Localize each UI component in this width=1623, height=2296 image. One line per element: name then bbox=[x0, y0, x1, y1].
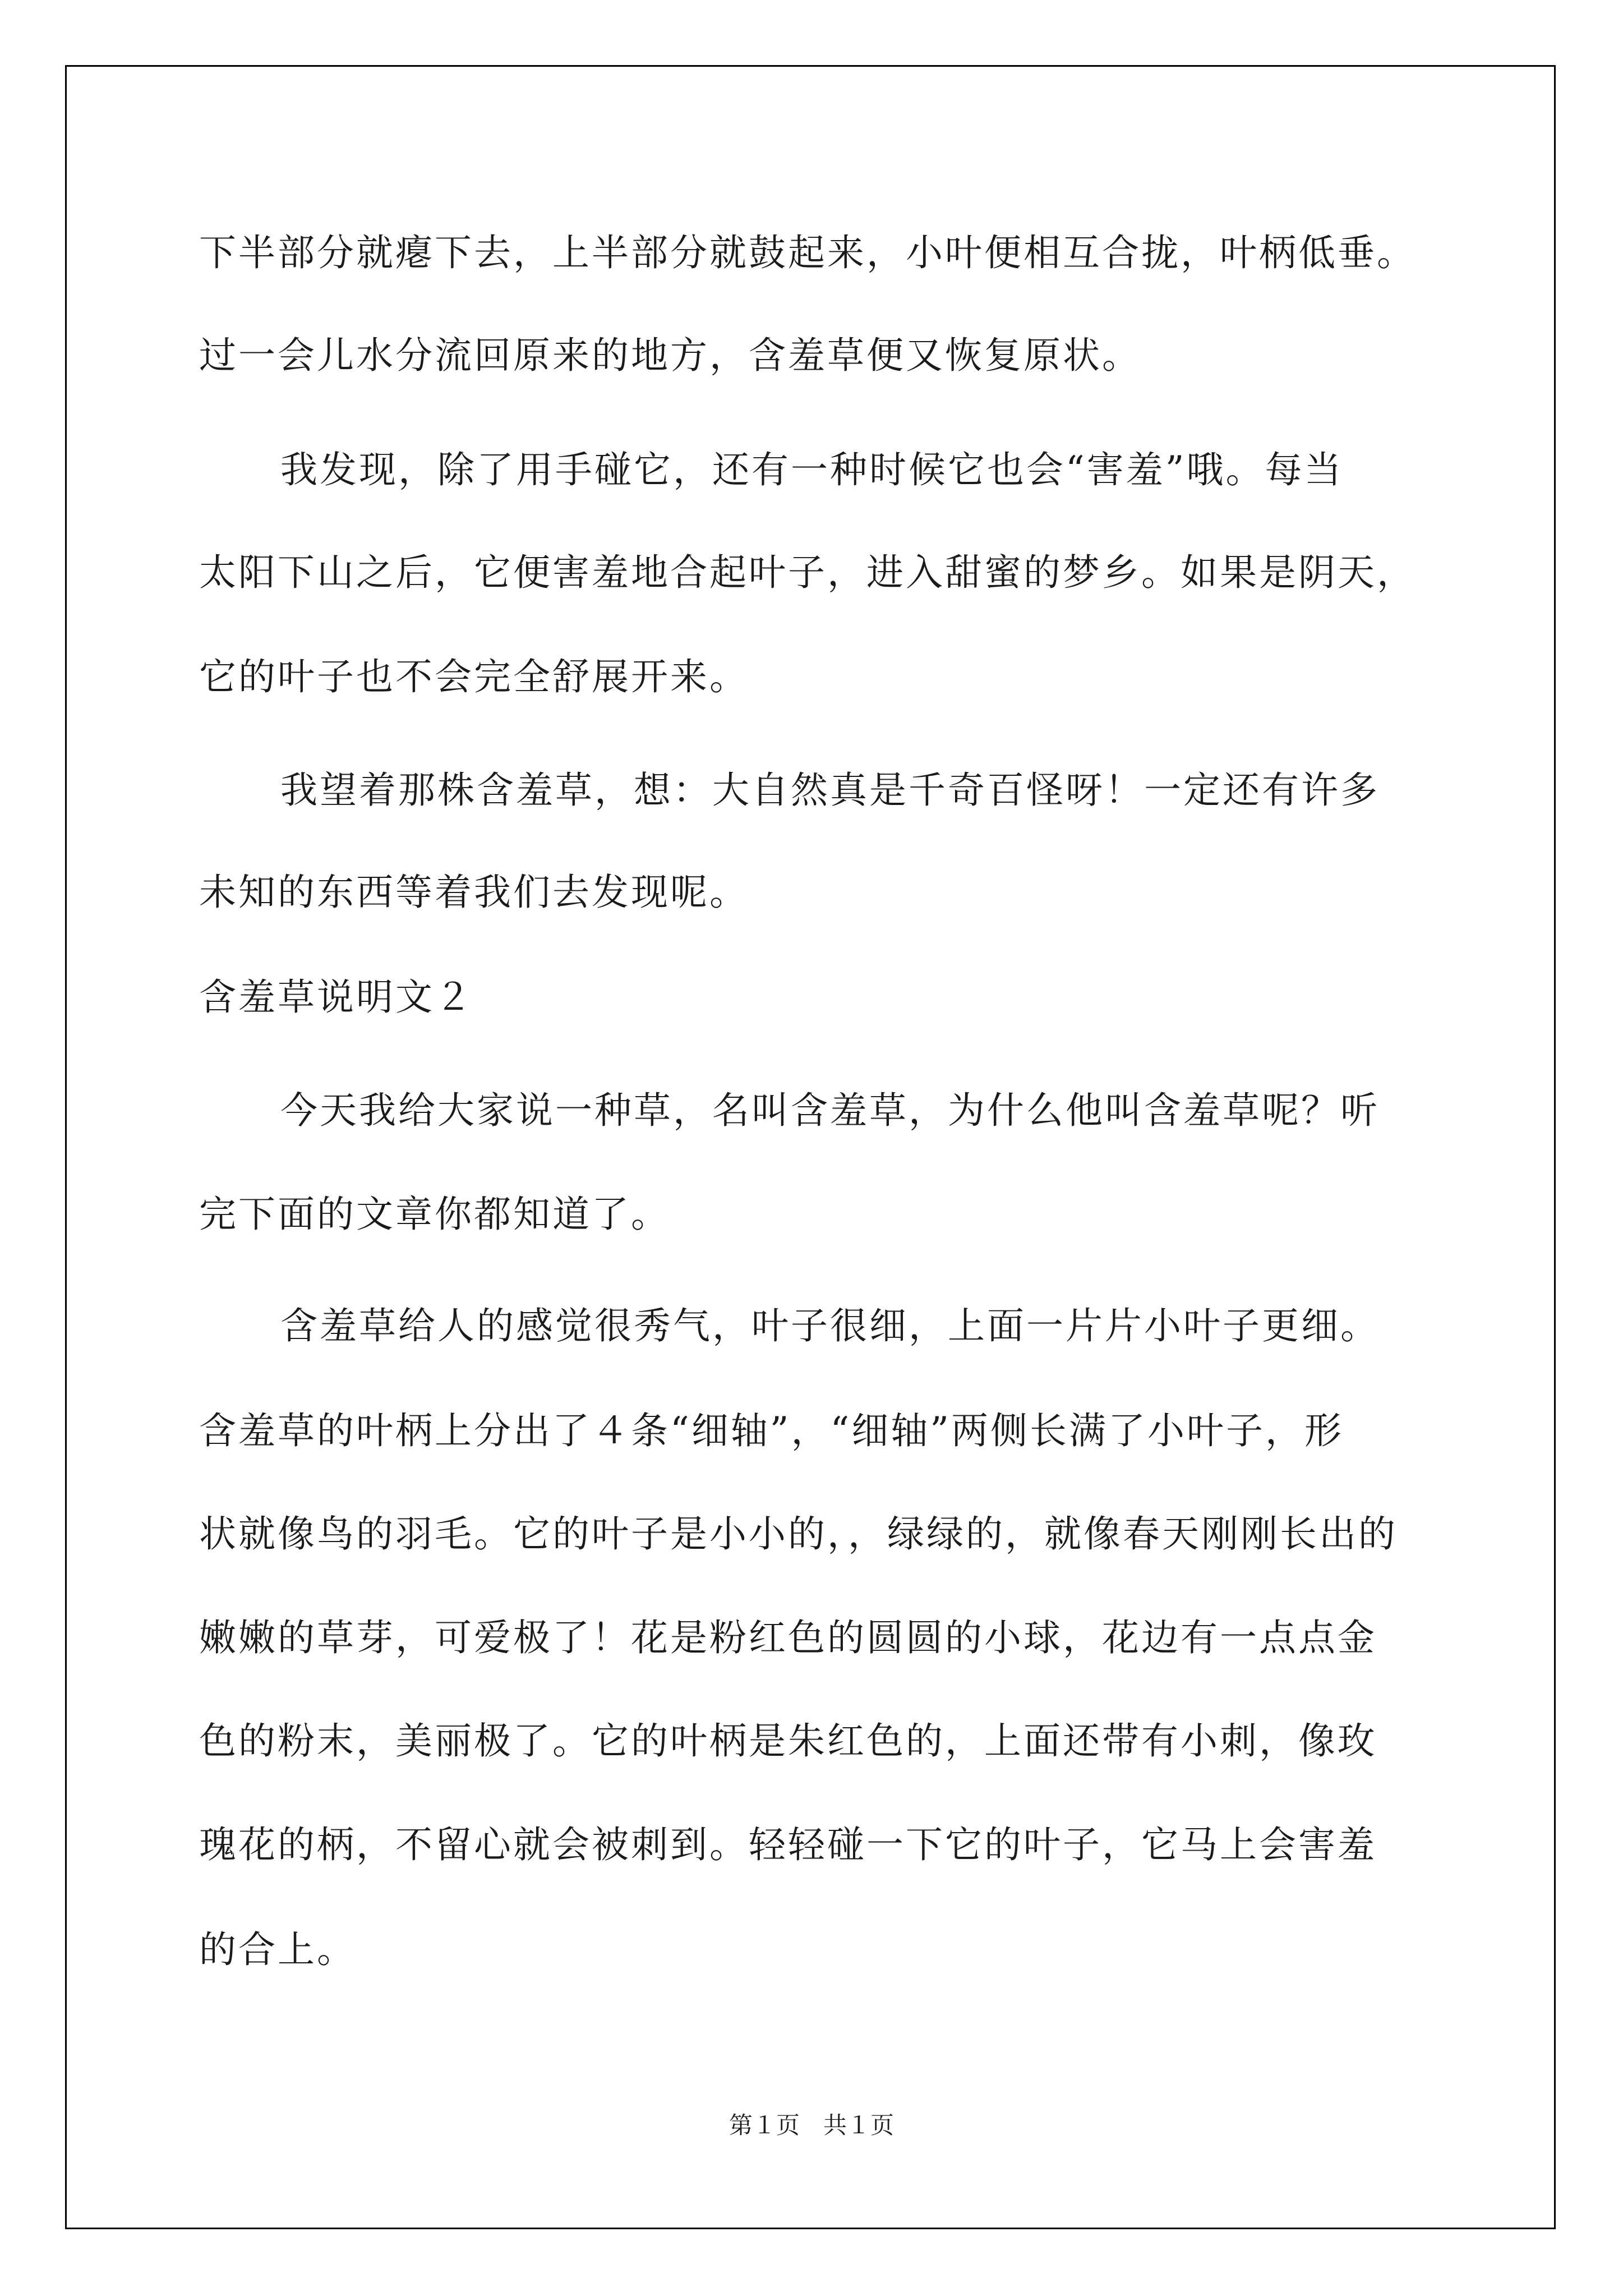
body-text-line: 的合上。 bbox=[199, 1928, 356, 1971]
body-text-line: 我发现，除了用手碰它，还有一种时候它也会“害羞”哦。每当 bbox=[280, 448, 1344, 491]
section-heading: 含羞草说明文２ bbox=[199, 976, 474, 1019]
body-text-line: 嫩嫩的草芽，可爱极了！花是粉红色的圆圆的小球，花边有一点点金 bbox=[199, 1616, 1377, 1659]
body-text-line: 下半部分就瘪下去，上半部分就鼓起来，小叶便相互合拢，叶柄低垂。 bbox=[199, 231, 1416, 274]
body-text-line: 过一会儿水分流回原来的地方，含羞草便又恢复原状。 bbox=[199, 334, 1141, 377]
body-text-line: 今天我给大家说一种草，名叫含羞草，为什么他叫含羞草呢？听 bbox=[280, 1089, 1380, 1132]
body-text-line: 含羞草的叶柄上分出了４条“细轴”，“细轴”两侧长满了小叶子，形 bbox=[199, 1409, 1344, 1452]
body-text-line: 未知的东西等着我们去发现呢。 bbox=[199, 871, 749, 914]
page-border bbox=[65, 65, 1556, 2229]
body-text-line: 我望着那株含羞草，想：大自然真是千奇百怪呀！一定还有许多 bbox=[280, 769, 1380, 812]
body-text-line: 完下面的文章你都知道了。 bbox=[199, 1193, 670, 1236]
body-text-line: 瑰花的柄，不留心就会被刺到。轻轻碰一下它的叶子，它马上会害羞 bbox=[199, 1823, 1377, 1866]
body-text-line: 状就像鸟的羽毛。它的叶子是小小的，，绿绿的，就像春天刚刚长出的 bbox=[199, 1512, 1398, 1556]
page-footer: 第１页 共１页 bbox=[728, 2111, 894, 2139]
body-text-line: 太阳下山之后，它便害羞地合起叶子，进入甜蜜的梦乡。如果是阴天， bbox=[199, 551, 1416, 594]
body-text-line: 色的粉末，美丽极了。它的叶柄是朱红色的，上面还带有小刺，像玫 bbox=[199, 1719, 1377, 1763]
body-text-line: 含羞草给人的感觉很秀气，叶子很细，上面一片片小叶子更细。 bbox=[280, 1304, 1380, 1347]
body-text-line: 它的叶子也不会完全舒展开来。 bbox=[199, 655, 749, 698]
